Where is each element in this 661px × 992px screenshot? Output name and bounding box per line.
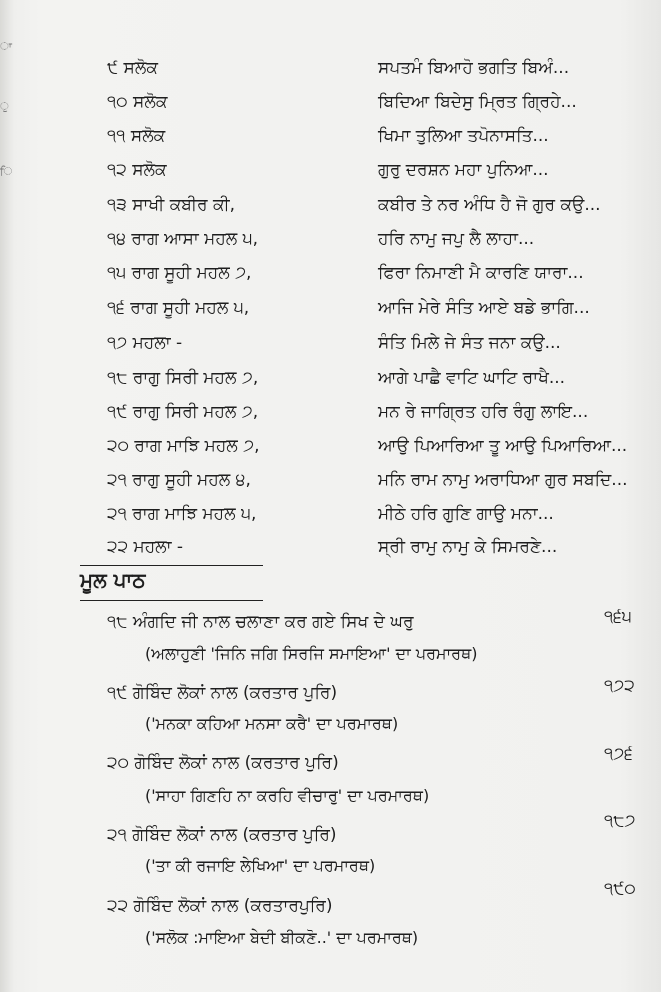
toc-item-verse: ਸਪਤਮੰ ਬਿਆਹੋ ਭਗਤਿ ਬਿਅੰ... xyxy=(378,58,570,78)
toc-item-label: ੨੦ ਰਾਗ ਮਾਝਿ ਮਹਲ ੭, xyxy=(107,436,260,456)
toc-item-verse: ਆਗੇ ਪਾਛੈ ਵਾਟਿ ਘਾਟਿ ਰਾਖੈ... xyxy=(378,368,566,388)
toc-item-verse: ਮਨਿ ਰਾਮ ਨਾਮੁ ਅਰਾਧਿਆ ਗੁਰ ਸਬਦਿ... xyxy=(378,470,628,490)
toc-row xyxy=(0,58,661,88)
toc-item-verse: ਸੰਤਿ ਮਿਲੇ ਜੇ ਸੰਤ ਜਨਾ ਕਉ... xyxy=(378,333,561,353)
toc-row xyxy=(0,92,661,122)
entry-subtitle: ('ਤਾ ਕੀ ਰਜਾਇ ਲੇਖਿਆ' ਦਾ ਪਰਮਾਰਥ) xyxy=(145,856,376,875)
toc-item-label: ੧੩ ਸਾਖੀ ਕਬੀਰ ਕੀ, xyxy=(107,195,236,215)
toc-item-verse: ਹਰਿ ਨਾਮੁ ਜਪੁ ਲੈ ਲਾਹਾ... xyxy=(378,229,535,249)
toc-row xyxy=(0,229,661,259)
entry-subtitle: ('ਸਲੋਕ :ਮਾਇਆ ਬੇਦੀ ਬੀਕਣੋ..' ਦਾ ਪਰਮਾਰਥ) xyxy=(145,928,419,947)
toc-item-verse: ਗੁਰੁ ਦਰਸ਼ਨ ਮਹਾ ਪੁਨਿਆ... xyxy=(378,160,549,180)
toc-row xyxy=(0,537,661,567)
section-rule-bottom xyxy=(80,600,263,601)
toc-item-verse: ਆਉ ਪਿਆਰਿਆ ਤੂ ਆਉ ਪਿਆਰਿਆ... xyxy=(378,436,628,456)
toc-item-label: ੧੫ ਰਾਗ ਸੂਹੀ ਮਹਲ ੭, xyxy=(107,263,252,283)
section-rule-top xyxy=(80,565,263,566)
toc-row xyxy=(0,195,661,225)
toc-item-verse: ਆਜਿ ਮੇਰੇ ਸੰਤਿ ਆਏ ਬਡੇ ਭਾਗਿ... xyxy=(378,298,590,318)
entry-title: ੧੮ ਅੰਗਦਿ ਜੀ ਨਾਲ ਚਲਾਣਾ ਕਰ ਗਏ ਸਿਖ ਦੇ ਘਰੁ xyxy=(107,612,414,632)
entry-subtitle: ('ਸਾਹਾ ਗਿਣਹਿ ਨਾ ਕਰਹਿ ਵੀਚਾਰੁ' ਦਾ ਪਰਮਾਰਥ) xyxy=(145,786,430,805)
toc-item-verse: ਫਿਰਾ ਨਿਮਾਣੀ ਮੈ ਕਾਰਣਿ ਯਾਰਾ... xyxy=(378,263,584,283)
toc-item-label: ੨੨ ਮਹਲਾ - xyxy=(107,537,184,557)
toc-row xyxy=(0,368,661,398)
entry-title: ੧੯ ਗੋਬਿੰਦ ਲੋਕਾਂ ਨਾਲ (ਕਰਤਾਰ ਪੁਰਿ) xyxy=(107,683,338,703)
toc-item-verse: ਖਿਮਾ ਤੁਲਿਆ ਤਪੋਨਾਸਤਿ... xyxy=(378,126,549,146)
section-title: ਮੂਲ ਪਾਠ xyxy=(80,568,146,592)
entry-title: ੨੧ ਗੋਬਿੰਦ ਲੋਕਾਂ ਨਾਲ (ਕਰਤਾਰ ਪੁਰਿ) xyxy=(107,825,337,845)
toc-row xyxy=(0,160,661,190)
toc-item-label: ੨੧ ਰਾਗ ਮਾਝਿ ਮਹਲ ੫, xyxy=(107,504,257,524)
toc-row xyxy=(0,504,661,534)
toc-item-verse: ਮਨ ਰੇ ਜਾਗ੍ਰਿਤ ਹਰਿ ਰੰਗੁ ਲਾਇ... xyxy=(378,402,589,422)
toc-item-label: ੧੨ ਸਲੋਕ xyxy=(107,160,167,180)
toc-item-label: ੨੧ ਰਾਗੁ ਸੂਹੀ ਮਹਲ ੪, xyxy=(107,470,251,490)
toc-item-verse: ਕਬੀਰ ਤੇ ਨਰ ਅੰਧਿ ਹੈ ਜੋ ਗੁਰ ਕਉ... xyxy=(378,195,601,215)
entry-page-number: ੧੭੬ xyxy=(604,744,633,764)
margin-mark: ਾ xyxy=(0,40,12,53)
toc-item-label: ੧੧ ਸਲੋਕ xyxy=(107,126,166,146)
entry-title: ੨੨ ਗੋਬਿੰਦ ਲੋਕਾਂ ਨਾਲ (ਕਰਤਾਰਪੁਰਿ) xyxy=(107,896,333,916)
toc-row xyxy=(0,126,661,156)
toc-item-label: ੯ ਸਲੋਕ xyxy=(107,58,158,78)
toc-item-verse: ਮੀਠੇ ਹਰਿ ਗੁਣਿ ਗਾਉ ਮਨਾ... xyxy=(378,504,554,524)
toc-item-verse: ਬਿਦਿਆ ਬਿਦੇਸੁ ਮ੍ਰਿਤ ਗ੍ਰਿਹੇ... xyxy=(378,92,577,112)
toc-row xyxy=(0,298,661,328)
margin-mark: ਿ xyxy=(0,165,13,178)
toc-item-label: ੧੦ ਸਲੋਕ xyxy=(107,92,168,112)
toc-item-label: ੧੮ ਰਾਗੁ ਸਿਰੀ ਮਹਲ ੭, xyxy=(107,368,259,388)
entry-page-number: ੧੮੭ xyxy=(604,811,636,831)
toc-item-label: ੧੯ ਰਾਗੁ ਸਿਰੀ ਮਹਲ ੭, xyxy=(107,402,259,422)
toc-row xyxy=(0,470,661,500)
entry-page-number: ੧੬੫ xyxy=(604,607,632,627)
entry-page-number: ੧੭੨ xyxy=(604,676,635,696)
toc-item-label: ੧੭ ਮਹਲਾ - xyxy=(107,333,183,353)
toc-item-label: ੧੬ ਰਾਗ ਸੂਹੀ ਮਹਲ ੫, xyxy=(107,298,250,318)
toc-row xyxy=(0,263,661,293)
toc-item-verse: ਸ੍ਰੀ ਰਾਮੁ ਨਾਮੁ ਕੇ ਸਿਮਰਣੇ... xyxy=(378,537,558,557)
entry-title: ੨੦ ਗੋਬਿੰਦ ਲੋਕਾਂ ਨਾਲ (ਕਰਤਾਰ ਪੁਰਿ) xyxy=(107,753,339,773)
toc-row xyxy=(0,402,661,432)
toc-row xyxy=(0,333,661,363)
entry-subtitle: (ਅਲਾਹੁਣੀ 'ਜਿਨਿ ਜਗਿ ਸਿਰਜਿ ਸਮਾਇਆ' ਦਾ ਪਰਮਾਰਥ) xyxy=(145,644,478,663)
toc-row xyxy=(0,436,661,466)
toc-item-label: ੧੪ ਰਾਗ ਆਸਾ ਮਹਲ ੫, xyxy=(107,229,259,249)
entry-page-number: ੧੯੦ xyxy=(604,879,636,899)
entry-subtitle: ('ਮਨਕਾ ਕਹਿਆ ਮਨਸਾ ਕਰੈ' ਦਾ ਪਰਮਾਰਥ) xyxy=(145,714,399,733)
margin-mark: ੁ xyxy=(0,100,9,113)
